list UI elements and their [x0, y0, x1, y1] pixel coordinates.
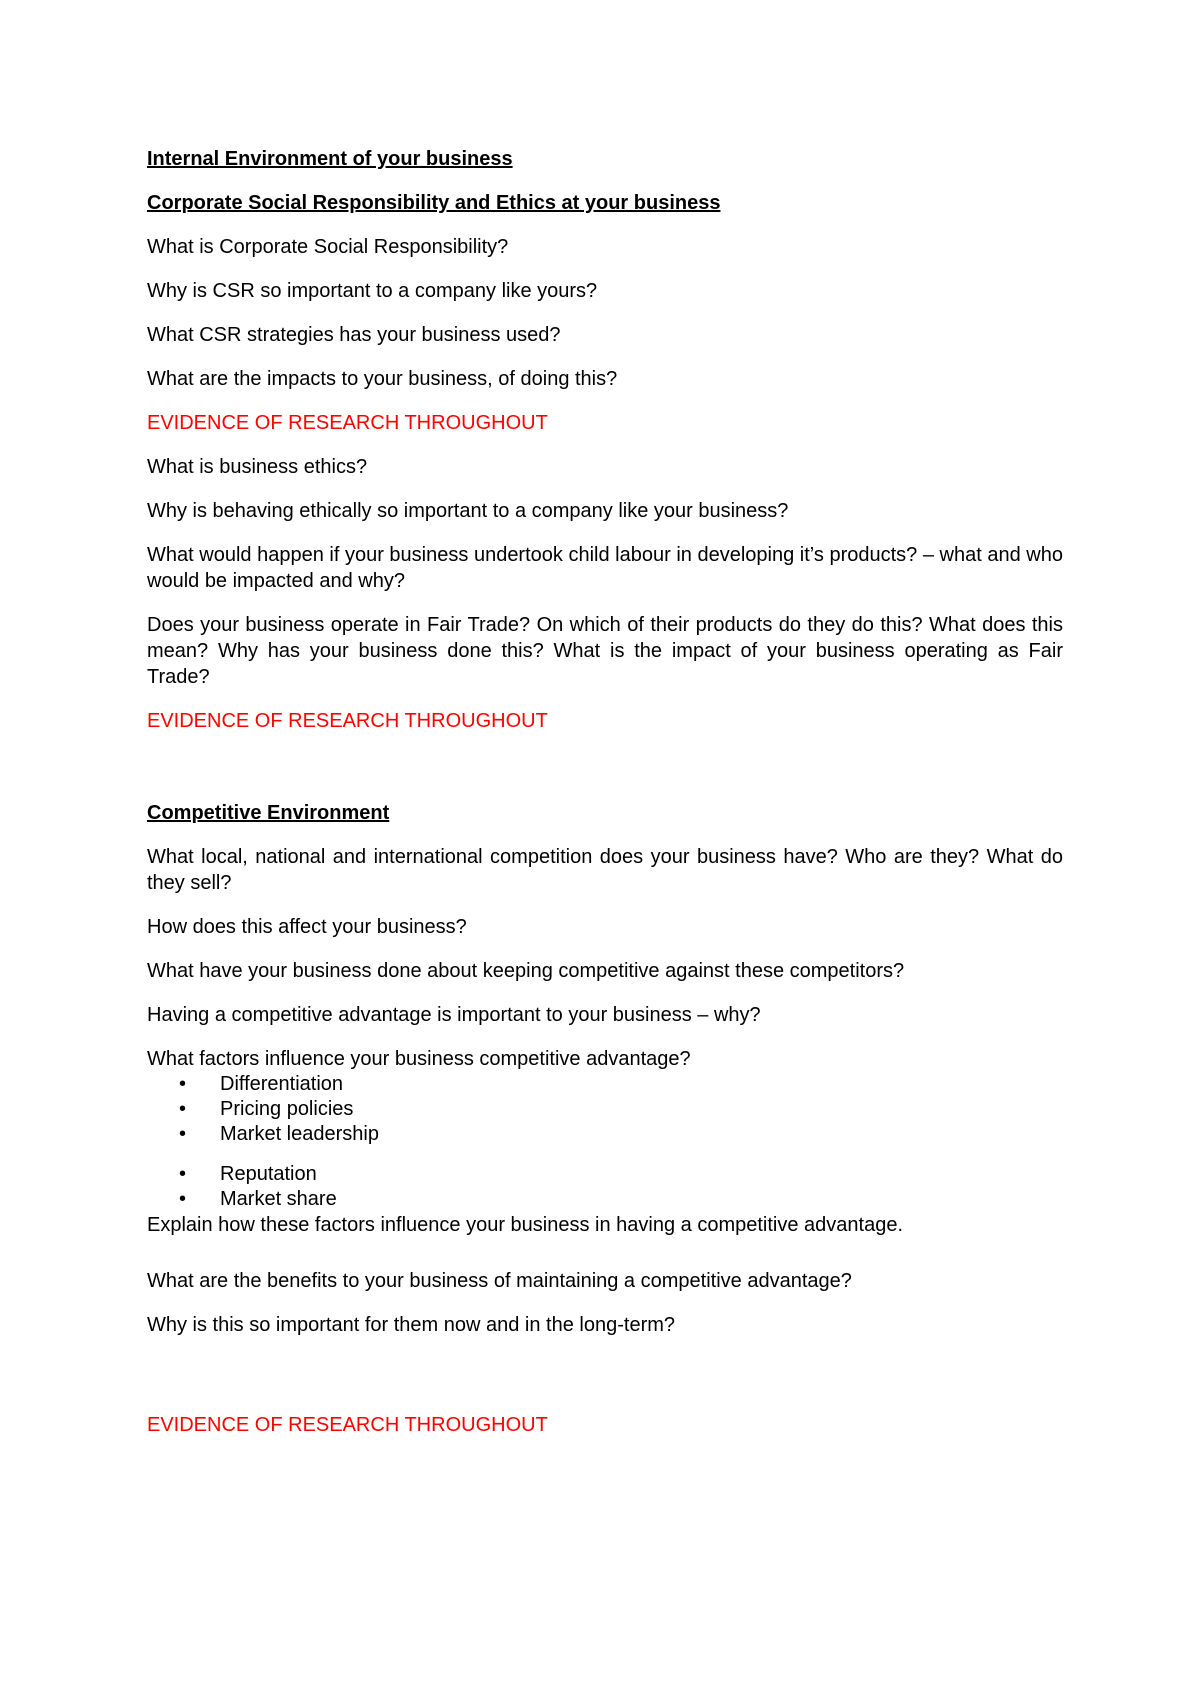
section-spacer	[147, 752, 1063, 800]
explain-factors: Explain how these factors influence your business in having a competitive advantage.	[147, 1214, 904, 1236]
evidence-note-2: EVIDENCE OF RESEARCH THROUGHOUT	[147, 710, 548, 732]
question-csr-definition: What is Corporate Social Responsibility?	[147, 236, 509, 258]
section-subheading-csr-ethics: Corporate Social Responsibility and Ethics at your business	[147, 192, 721, 214]
paragraph-spacer	[147, 1356, 1063, 1412]
question-competition: What local, national and international competition does your business have? Who are they? What do they sell?	[147, 846, 1063, 894]
list-item: • Market leadership	[220, 1122, 1063, 1147]
question-child-labour: What would happen if your business undertook child labour in developing it’s products? – what and who would be impacted and why?	[147, 544, 1063, 592]
question-csr-importance: Why is CSR so important to a company like yours?	[147, 280, 598, 302]
list-item: • Reputation	[220, 1162, 1063, 1187]
evidence-note-1: EVIDENCE OF RESEARCH THROUGHOUT	[147, 412, 548, 434]
section-heading-internal-environment: Internal Environment of your business	[147, 148, 513, 170]
evidence-note-3: EVIDENCE OF RESEARCH THROUGHOUT	[147, 1414, 548, 1436]
question-csr-strategies: What CSR strategies has your business used?	[147, 324, 561, 346]
question-business-ethics: What is business ethics?	[147, 456, 368, 478]
question-csr-impacts: What are the impacts to your business, of doing this?	[147, 368, 618, 390]
question-fair-trade: Does your business operate in Fair Trade? On which of their products do they do this? What does this mean? Why has your business done this? What is the impact of your business operating as Fair Trade?	[147, 614, 1063, 688]
question-competition-effect: How does this affect your business?	[147, 916, 467, 938]
list-spacer	[147, 1147, 1063, 1162]
document-body	[147, 146, 1063, 1456]
factors-list-1	[147, 1072, 1063, 1147]
question-keeping-competitive: What have your business done about keeping competitive against these competitors?	[147, 960, 905, 982]
paragraph-spacer	[147, 1238, 1063, 1268]
question-long-term-importance: Why is this so important for them now and in the long-term?	[147, 1314, 676, 1336]
list-item: • Pricing policies	[220, 1097, 1063, 1122]
list-item: • Differentiation	[220, 1072, 1063, 1097]
list-item: • Market share	[220, 1187, 1063, 1212]
factors-list-2	[147, 1162, 1063, 1212]
question-advantage-benefits: What are the benefits to your business of maintaining a competitive advantage?	[147, 1270, 852, 1292]
question-advantage-factors: What factors influence your business competitive advantage?	[147, 1048, 691, 1070]
section-heading-competitive-environment: Competitive Environment	[147, 802, 390, 824]
question-competitive-advantage-why: Having a competitive advantage is important to your business – why?	[147, 1004, 761, 1026]
question-ethics-importance: Why is behaving ethically so important to a company like your business?	[147, 500, 789, 522]
